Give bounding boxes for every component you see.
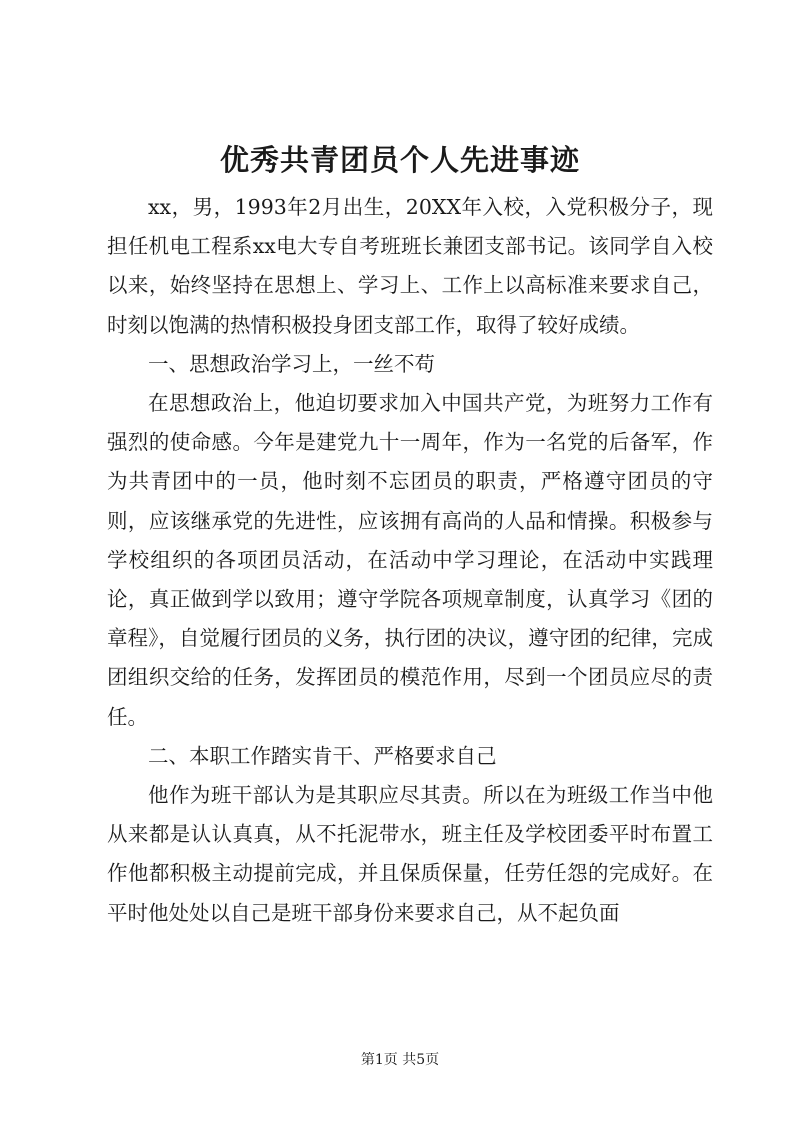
document-body bbox=[107, 188, 713, 933]
intro-paragraph: xx，男，1993年2月出生，20XX年入校，入党积极分子，现担任机电工程系xx电大专自考班班长兼团支部书记。该同学自入校以来，始终坚持在思想上、学习上、工作上以高标准来要求自己，时刻以饱满的热情积极投身团支部工作，取得了较好成绩。 bbox=[107, 195, 713, 337]
section-paragraph-2: 他作为班干部认为是其职应尽其责。所以在为班级工作当中他从来都是认认真真，从不托泥带水，班主任及学校团委平时布置工作他都积极主动提前完成，并且保质保量，任劳任怨的完成好。在平时他处处以自己是班干部身份来要求自己，从不起负面 bbox=[107, 783, 713, 925]
page-footer: 第1页 共5页 bbox=[360, 1052, 440, 1068]
document-title: 优秀共青团员个人先进事迹 bbox=[219, 143, 580, 177]
section-heading-1: 一、思想政治学习上，一丝不苟 bbox=[148, 351, 435, 376]
section-paragraph-1: 在思想政治上，他迫切要求加入中国共产党，为班努力工作有强烈的使命感。今年是建党九十一周年，作为一名党的后备军，作为共青团中的一员，他时刻不忘团员的职责，严格遵守团员的守则，应该继承党的先进性，应该拥有高尚的人品和情操。积极参与学校组织的各项团员活动，在活动中学习理论，在活动中实践理论，真正做到学以致用；遵守学院各项规章制度，认真学习《团的章程》，自觉履行团员的义务，执行团的决议，遵守团的纪律，完成团组织交给的任务，发挥团员的模范作用，尽到一个团员应尽的责任。 bbox=[107, 391, 713, 729]
section-heading-2: 二、本职工作踏实肯干、严格要求自己 bbox=[148, 743, 497, 768]
